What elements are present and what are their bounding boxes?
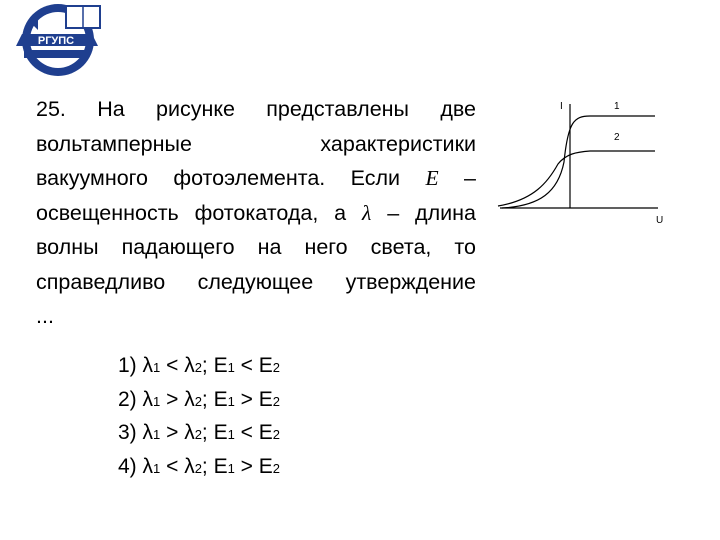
iv-characteristic-graph: [490, 92, 670, 227]
question-line-6: справедливо следующее утверждение: [36, 269, 476, 294]
answer-option-2[interactable]: 2) λ1 > λ2; E1 > E2: [118, 387, 281, 411]
x-axis-label: U: [656, 215, 664, 226]
question-line-3: вакуумного фотоэлемента. Если E –: [36, 166, 476, 190]
curve-2-label: 2: [614, 132, 620, 143]
curve-2: [498, 151, 655, 206]
question-line-4: освещенность фотокатода, а λ – длина: [36, 200, 476, 225]
question-text: [36, 92, 476, 334]
illuminance-symbol: E: [425, 166, 439, 190]
logo-text: РГУПС: [37, 35, 75, 47]
curve-1-label: 1: [614, 101, 620, 112]
answer-option-4[interactable]: 4) λ1 < λ2; E1 > E2: [118, 454, 281, 478]
question-line-1: 25. На рисунке представлены две: [36, 97, 476, 121]
answer-options: [118, 350, 280, 484]
question-line-5: волны падающего на него света, то: [36, 235, 476, 259]
question-line-7: ...: [36, 304, 54, 328]
curve-1: [502, 116, 655, 208]
university-logo: [0, 0, 110, 82]
answer-option-1[interactable]: 1) λ1 < λ2; E1 < E2: [118, 354, 281, 377]
wavelength-symbol: λ: [362, 200, 372, 225]
y-axis-label: I: [560, 101, 563, 112]
question-line-2: вольтамперные характеристики: [36, 131, 476, 156]
answer-option-3[interactable]: 3) λ1 > λ2; E1 < E2: [118, 421, 281, 444]
